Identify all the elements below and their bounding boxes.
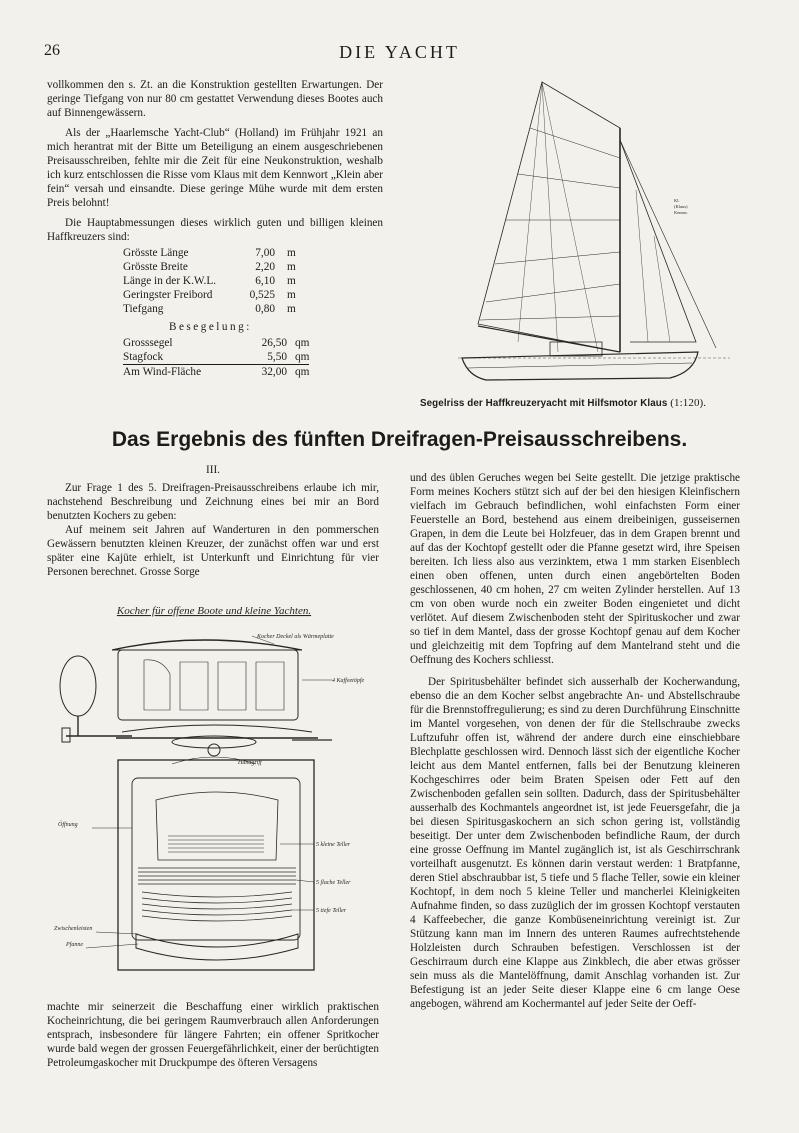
label-flache-teller: 5 flache Teller — [316, 880, 351, 886]
mainsail-outline — [478, 82, 620, 352]
dimension-value: 6,10 — [255, 275, 275, 287]
dimension-value: 7,00 — [255, 247, 275, 259]
sail-value: 5,50 — [267, 351, 287, 363]
label-kaffee: 4 Kaffeetöpfe — [332, 678, 365, 684]
storage-opening — [132, 778, 300, 940]
lid — [112, 640, 302, 650]
dimension-unit: m — [287, 275, 296, 287]
sail-label: Stagfock — [123, 351, 164, 363]
label-oeffnung: Öffnung — [58, 822, 78, 828]
stamp-text: Kl. — [674, 198, 680, 203]
dimension-row — [123, 260, 296, 274]
article-paragraph-2: Auf meinem seit Jahren auf Wanderturen in den pommerschen Gewässern benutzten kleinen Kreuzer, der zunächst offen war und erst später eine Kajüte erhielt, ist Unterkunft und Einrichtung für vier Personen berechnet. Grosse Sorge — [47, 524, 379, 578]
label-zwischenleisten: Zwischenleisten — [54, 926, 93, 932]
figure-caption — [420, 397, 706, 409]
sail-label: Am Wind-Fläche — [123, 365, 249, 380]
sail-row — [123, 350, 309, 365]
figure-caption-text: Segelriss der Haffkreuzeryacht mit Hilfsmotor Klaus — [420, 398, 668, 409]
label-handgriff: Handgriff — [238, 760, 262, 766]
sail-heading: Besegelung: — [169, 321, 252, 333]
intro-paragraph-1: vollkommen den s. Zt. an die Konstruktion gestellten Erwartungen. Der geringe Tiefgang von nur 80 cm gestattet Verwendung dieses Bootes auch auf Binnengewässern. — [47, 79, 383, 119]
jib-outline — [620, 140, 696, 342]
dimension-row — [123, 274, 296, 288]
dimension-value: 2,20 — [255, 261, 275, 273]
cooker-drawing-title: Kocher für offene Boote und kleine Yachten. — [116, 605, 312, 617]
sails-table — [123, 336, 309, 379]
article-paragraph-3: machte mir seinerzeit die Beschaffung einer wirklich praktischen Kocheinrichtung, die bei geringem Raumverbrauch allen Anforderungen entsprach, insbesondere für längere Fahrten; ein offener Spritkocher wurde bald wegen der grossen Feuergefährlichkeit, einer der berüchtigten Petroleumgaskocher mit Druckpumpe des öfteren Versagens — [47, 1001, 379, 1069]
label-kleine-teller: 5 kleine Teller — [316, 842, 351, 848]
cooker-drawing — [52, 600, 377, 990]
spirit-tank — [60, 656, 96, 716]
sail-unit: qm — [295, 337, 310, 349]
sail-value: 26,50 — [261, 337, 287, 349]
cooker-mantle — [118, 760, 314, 970]
dimension-unit: m — [287, 303, 296, 315]
label-deckel: Kocher Deckel als Wärmeplatte — [257, 634, 334, 640]
dimension-label: Geringster Freibord — [123, 289, 213, 301]
dimension-label: Länge in der K.W.L. — [123, 275, 217, 287]
dimension-row — [123, 288, 296, 302]
article-paragraph-5: Der Spiritusbehälter befindet sich ausserhalb der Kocherwandung, ebenso die an dem Kocher selbst angebrachte An- und Abstellschraube für die Brennstoffregulierung; es sind zu deren Durchführung Einschnitte im Mantel vorgesehen, von denen der für die Stellschraube zwecks Luftzufuhr offen ist, während der andere durch eine einschiebbare Blechplatte geschlossen wird. Dennoch lässt sich der eigentliche Kocher leicht aus dem Mantel entfernen, falls bei der Benutzung kleineren Kochgeschirres oder beim Braten Speisen oder Fett auf den Zwischenboden gefallen sein sollten. Dadurch, dass der Spiritusbehälter ausserhalb des Kochmantels angeordnet ist, ist jede Feuersgefahr, die ja bei diesen Spiritusgaskochern an sich schon gering ist, vollständig beseitigt. Der unter dem Zwischenboden befindliche Raum, der durch eine grosse Oeffnung im Mantel zugänglich ist, ist als Geschirrschrank vorteilhaft ausgenutzt. Es können darin verstaut werden: 1 Bratpfanne, deren Stiel abschraubbar ist, 5 tiefe und 5 flache Teller, sowie ein kleiner Kochtopf, in dem noch 5 kleine Teller und mancherlei Kleinigkeiten Aufnahme finden, so dass zuzüglich der im grossen Kochtopf verstauten 4 Kaffeebecher, die ganze Kombüseneinrichtung vereinigt ist. Zur Stützung kann man im Innern des unteren Raumes aufrechtstehende Holzleisten durch Schrauben befestigen. Verschlossen ist der Geschirraum durch eine Klappe aus Zinkblech, die aber etwas grösser sein muss als die Mantelöffnung, damit Anschlag vorhanden ist. Zur Befestigung ist an jeder Seite dieser Klappe eine 6 cm lange Oese angebogen, während am Kochermantel auf jeder Seite der Oeff- — [410, 676, 740, 1010]
pan — [136, 934, 298, 960]
dimension-label: Grösste Länge — [123, 247, 189, 259]
dimensions-table — [123, 246, 296, 316]
article-column-left-bottom — [47, 1000, 379, 1070]
stamp-text: (Klaus) — [674, 204, 688, 209]
stamp-text: Kennw. — [674, 210, 688, 215]
intro-paragraph-2: Als der „Haarlemsche Yacht-Club“ (Holland) im Frühjahr 1921 an mich herantrat mit der Bitte um Beteiligung an einem ausgeschriebenen Preisausschreiben, fehlte mir die Zeit für eine Neukonstruktion, weshalb ich kurz entschlossen die Risse vom Klaus mit dem Kennwort „Klein aber fein“ versah und einsandte. Diese geringe Mühe wurde mit dem ersten Preis belohnt! — [47, 127, 383, 209]
dimension-unit: m — [287, 261, 296, 273]
section-number: III. — [206, 464, 220, 476]
intro-column — [47, 78, 383, 379]
dimension-row — [123, 246, 296, 260]
dimension-unit: m — [287, 289, 296, 301]
article-column-left — [47, 463, 379, 579]
sail-value: 32,00 — [249, 365, 287, 380]
burner — [208, 744, 220, 756]
dimension-label: Grösste Breite — [123, 261, 188, 273]
article-title: Das Ergebnis des fünften Dreifragen-Preisausschreibens. — [111, 428, 688, 451]
dimension-value: 0,80 — [255, 303, 275, 315]
sail-unit: qm — [287, 365, 309, 380]
sail-unit: qm — [295, 351, 310, 363]
label-pfanne: Pfanne — [66, 942, 83, 948]
sail-row — [123, 336, 309, 350]
article-paragraph-1: Zur Frage 1 des 5. Dreifragen-Preisausschreibens erlaube ich mir, nachstehend Beschreibung und Zeichnung eines bei mir an Bord benutzten Kochers zu geben: — [47, 482, 379, 522]
article-column-right — [410, 471, 740, 1011]
figure-caption-scale: (1:120). — [670, 397, 707, 409]
dimension-label: Tiefgang — [123, 303, 164, 315]
dimension-value: 0,525 — [249, 289, 275, 301]
running-header: DIE YACHT — [339, 42, 460, 62]
page-number: 26 — [44, 42, 60, 59]
dimension-unit: m — [287, 247, 296, 259]
label-tiefe-teller: 5 tiefe Teller — [316, 908, 347, 914]
dimension-row — [123, 302, 296, 316]
intro-paragraph-3: Die Hauptabmessungen dieses wirklich guten und billigen kleinen Haffkreuzers sind: — [47, 217, 383, 243]
sail-label: Grosssegel — [123, 337, 173, 349]
article-paragraph-4: und des üblen Geruches wegen bei Seite gestellt. Die jetzige praktische Form meines Kochers stützt sich auf der bei den hiesigen Kleinfischern vielfach im Gebrauch befindlichen, wohl einfachsten Form einer Feuerstelle an Bord, bestehend aus einem dreibeinigen, gusseisernen Grapen, in dem die Leute bei Holzfeuer, das in dem Grapen brennt und auf das der Kochtopf gestellt oder die Pfanne gesetzt wird, ihre Speisen bereiten. Ich liess also aus verzinktem, etwa 1 mm starken Eisenblech einen oben offenen, unten durch einen angebörtelten Boden geschlossenen, 40 cm hohen, 27 cm weiten Zylinder herstellen. Auf 13 cm von oben wurde noch ein zweiter Boden eingenietet und dicht verlötet. Auf diesem Zwischenboden steht der Spirituskocher und zwar so tief in dem Mantel, dass der grosse Kochtopf genau auf dem Kocher und gleichzeitig mit dem Topfring auf dem Mantelrand steht und die Oeffnung des Kochers schliesst. — [410, 472, 740, 666]
sail-plan-drawing — [458, 80, 730, 385]
sail-row — [123, 365, 309, 380]
